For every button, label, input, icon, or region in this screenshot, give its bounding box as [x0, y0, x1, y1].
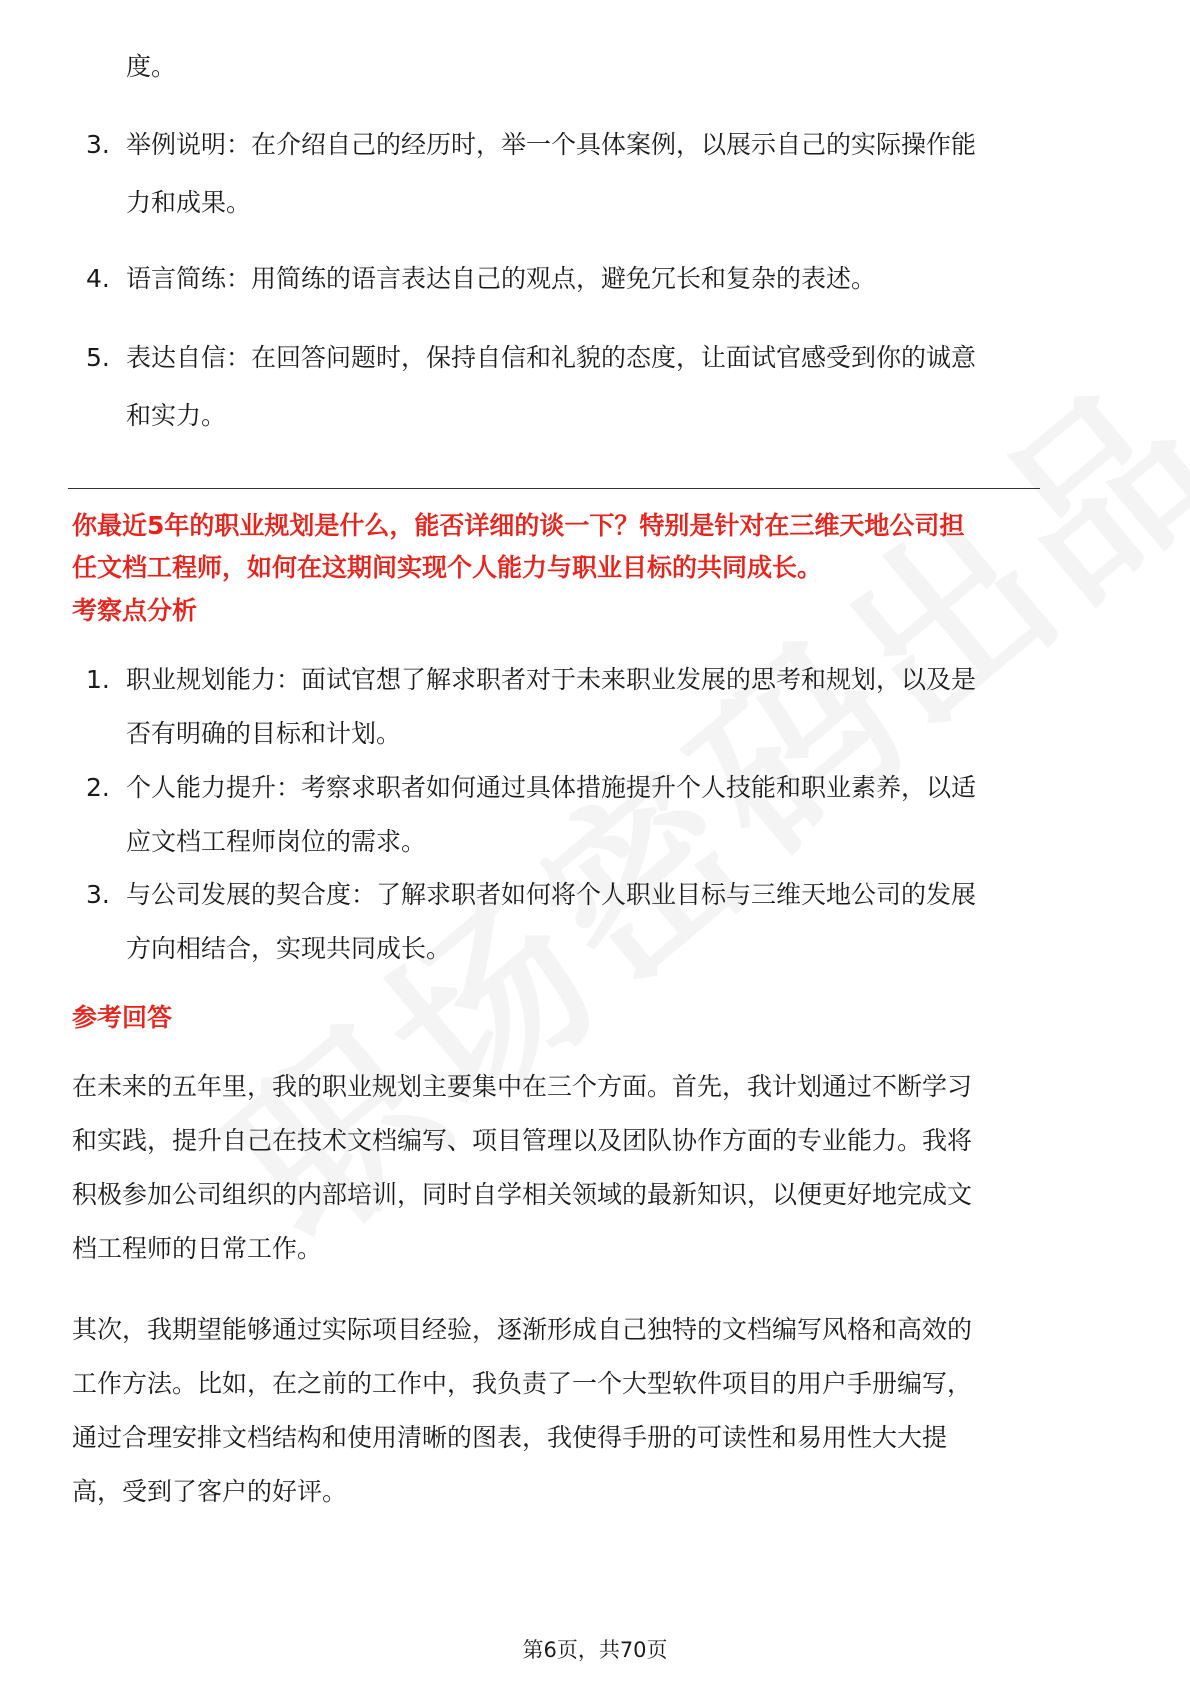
question-heading	[72, 505, 1112, 589]
paragraph-line: 高，受到了客户的好评。	[72, 1477, 348, 1506]
list-item	[72, 761, 1112, 869]
list-number: 3.	[86, 880, 110, 909]
list-continuation: 方向相结合，实现共同成长。	[126, 934, 452, 963]
list-item	[72, 653, 1112, 761]
list-text: 举例说明：在介绍自己的经历时，举一个具体案例，以展示自己的实际操作能	[126, 130, 977, 159]
list-item	[72, 329, 1112, 445]
list-item-continuation: 度。	[126, 52, 177, 81]
list-number: 5.	[86, 343, 110, 372]
paragraph-line: 在未来的五年里，我的职业规划主要集中在三个方面。首先，我计划通过不断学习	[72, 1072, 973, 1101]
list-number: 3.	[86, 130, 110, 159]
list-text: 表达自信：在回答问题时，保持自信和礼貌的态度，让面试官感受到你的诚意	[126, 343, 977, 372]
list-continuation: 和实力。	[126, 401, 227, 430]
list-item	[72, 250, 1112, 308]
answer-paragraph	[72, 1060, 1112, 1276]
page-footer: 第6页，共70页	[522, 1638, 668, 1662]
list-text: 与公司发展的契合度：了解求职者如何将个人职业目标与三维天地公司的发展	[126, 880, 977, 909]
list-number: 1.	[86, 665, 110, 694]
list-number: 2.	[86, 773, 110, 802]
paragraph-line: 其次，我期望能够通过实际项目经验，逐渐形成自己独特的文档编写风格和高效的	[72, 1315, 973, 1344]
paragraph-line: 和实践，提升自己在技术文档编写、项目管理以及团队协作方面的专业能力。我将	[72, 1126, 973, 1155]
section-divider	[68, 488, 1040, 489]
list-continuation: 否有明确的目标和计划。	[126, 719, 402, 748]
list-text: 个人能力提升：考察求职者如何通过具体措施提升个人技能和职业素养，以适	[126, 773, 977, 802]
list-continuation: 力和成果。	[126, 188, 252, 217]
paragraph-line: 积极参加公司组织的内部培训，同时自学相关领域的最新知识，以便更好地完成文	[72, 1180, 973, 1209]
paragraph-line: 工作方法。比如，在之前的工作中，我负责了一个大型软件项目的用户手册编写，	[72, 1369, 973, 1398]
list-item	[72, 868, 1112, 976]
answer-heading: 参考回答	[72, 1003, 173, 1032]
answer-paragraph	[72, 1303, 1112, 1519]
paragraph-line: 通过合理安排文档结构和使用清晰的图表，我使得手册的可读性和易用性大大提	[72, 1423, 948, 1452]
list-item	[72, 116, 1112, 232]
list-text: 语言简练：用简练的语言表达自己的观点，避免冗长和复杂的表述。	[126, 264, 877, 293]
question-line: 你最近5年的职业规划是什么，能否详细的谈一下？特别是针对在三维天地公司担	[72, 511, 965, 540]
analysis-heading: 考察点分析	[72, 596, 198, 625]
paragraph-line: 档工程师的日常工作。	[72, 1234, 323, 1263]
question-line: 任文档工程师，如何在这期间实现个人能力与职业目标的共同成长。	[72, 553, 823, 582]
list-text: 职业规划能力：面试官想了解求职者对于未来职业发展的思考和规划，以及是	[126, 665, 977, 694]
list-number: 4.	[86, 264, 110, 293]
list-continuation: 应文档工程师岗位的需求。	[126, 827, 427, 856]
